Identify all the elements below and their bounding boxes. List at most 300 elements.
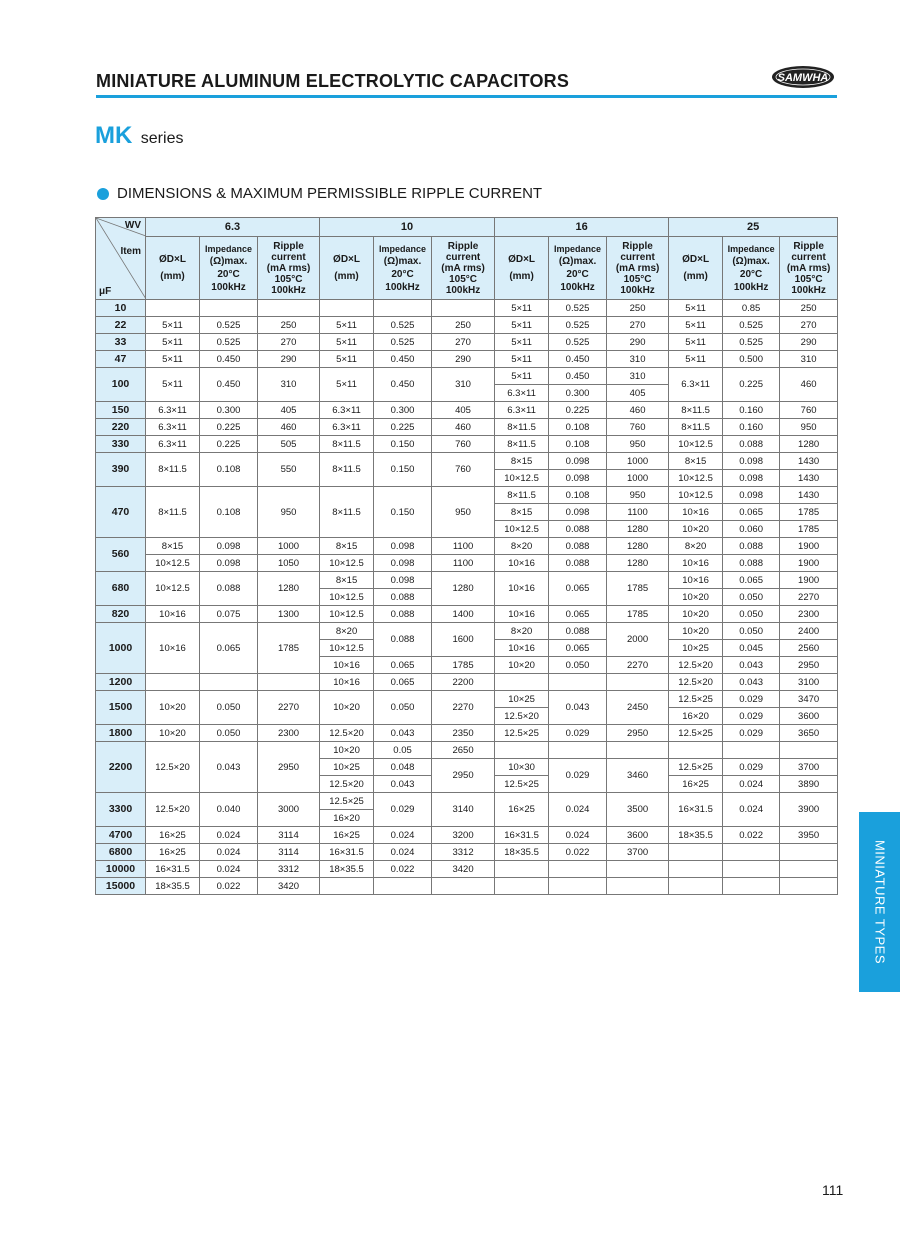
table-cell: 10×16 (320, 657, 374, 674)
table-cell: 0.098 (549, 453, 607, 470)
table-cell: 310 (607, 368, 669, 385)
dimension-header-unit: (mm) (683, 271, 708, 282)
table-cell: 8×11.5 (495, 487, 549, 504)
table-cell: 0.098 (200, 555, 258, 572)
table-cell: 12.5×20 (146, 793, 200, 827)
table-cell (780, 844, 838, 861)
table-cell: 0.075 (200, 606, 258, 623)
table-cell: 0.525 (549, 317, 607, 334)
table-cell: 1280 (432, 572, 495, 606)
table-row (96, 351, 838, 368)
ripple-header-line: 100kHz (791, 284, 826, 296)
table-cell: 16×20 (320, 810, 374, 827)
table-cell: 550 (258, 453, 320, 487)
table-cell: 10×12.5 (320, 589, 374, 606)
table-row (96, 368, 838, 385)
table-cell: 270 (607, 317, 669, 334)
table-cell: 1785 (607, 606, 669, 623)
table-cell (607, 861, 669, 878)
table-cell: 1300 (258, 606, 320, 623)
table-cell: 0.065 (374, 657, 432, 674)
table-cell (432, 878, 495, 895)
table-cell: 0.024 (549, 827, 607, 844)
table-cell: 3950 (780, 827, 838, 844)
table-cell: 10×16 (669, 504, 723, 521)
table-cell: 0.150 (374, 487, 432, 538)
table-cell: 8×11.5 (669, 419, 723, 436)
voltage-header-row (96, 218, 838, 237)
table-cell: 18×35.5 (320, 861, 374, 878)
table-cell: 6.3×11 (495, 402, 549, 419)
impedance-header-line: Impedance (554, 243, 602, 254)
table-cell: 0.065 (549, 572, 607, 606)
table-cell: 10×12.5 (495, 470, 549, 487)
table-cell (495, 878, 549, 895)
table-cell: 10×16 (146, 623, 200, 674)
table-cell (200, 300, 258, 317)
table-cell: 5×11 (495, 334, 549, 351)
table-cell: 0.043 (374, 725, 432, 742)
impedance-header-line: Impedance (204, 243, 253, 254)
table-cell: 10×20 (320, 742, 374, 759)
table-cell: 5×11 (495, 351, 549, 368)
table-cell: 3114 (258, 844, 320, 861)
capacitance-cell: 1500 (96, 691, 146, 725)
ripple-col-header (432, 237, 495, 300)
table-cell: 0.450 (200, 368, 258, 402)
ripple-header-line: (mA rms) (786, 262, 831, 274)
capacitance-cell: 150 (96, 402, 146, 419)
corner-item-label: Item (120, 246, 141, 257)
table-cell: 0.225 (200, 436, 258, 453)
table-cell: 0.024 (200, 844, 258, 861)
table-cell: 0.048 (374, 759, 432, 776)
table-cell: 5×11 (669, 351, 723, 368)
table-cell: 1000 (607, 453, 669, 470)
capacitance-cell: 47 (96, 351, 146, 368)
capacitance-cell: 22 (96, 317, 146, 334)
dimension-header-line: ØD×L (333, 254, 360, 265)
table-cell: 10×12.5 (320, 555, 374, 572)
impedance-header-line: 20°C (391, 268, 414, 280)
table-cell: 10×16 (320, 674, 374, 691)
table-cell: 8×11.5 (669, 402, 723, 419)
table-cell: 0.029 (549, 759, 607, 793)
capacitance-cell: 560 (96, 538, 146, 572)
table-cell: 8×20 (320, 623, 374, 640)
table-cell (258, 300, 320, 317)
table-cell: 0.022 (374, 861, 432, 878)
table-cell: 0.065 (723, 572, 780, 589)
capacitance-cell: 6800 (96, 844, 146, 861)
table-cell: 405 (258, 402, 320, 419)
table-cell: 12.5×25 (669, 691, 723, 708)
table-cell: 3470 (780, 691, 838, 708)
table-row (96, 419, 838, 436)
ripple-header-line: 100kHz (445, 284, 481, 296)
table-cell: 2560 (780, 640, 838, 657)
table-cell: 5×11 (146, 317, 200, 334)
table-cell: 10×16 (669, 572, 723, 589)
table-cell: 8×15 (320, 538, 374, 555)
table-cell: 5×11 (495, 300, 549, 317)
table-cell: 5×11 (320, 317, 374, 334)
table-cell: 10×20 (669, 606, 723, 623)
table-cell: 0.050 (200, 691, 258, 725)
table-cell: 505 (258, 436, 320, 453)
table-cell: 6.3×11 (495, 385, 549, 402)
table-cell: 1430 (780, 487, 838, 504)
table-cell: 12.5×20 (669, 657, 723, 674)
table-cell: 0.108 (200, 453, 258, 487)
table-cell: 10×12.5 (495, 521, 549, 538)
table-cell: 250 (432, 317, 495, 334)
ripple-header-line: 100kHz (620, 284, 655, 296)
table-cell: 950 (607, 436, 669, 453)
ripple-col-header (258, 237, 320, 300)
table-cell: 460 (258, 419, 320, 436)
table-cell: 16×25 (146, 844, 200, 861)
section-title: DIMENSIONS & MAXIMUM PERMISSIBLE RIPPLE CURRENT (117, 185, 543, 202)
table-cell: 0.088 (200, 572, 258, 606)
table-cell (549, 861, 607, 878)
table-cell: 460 (780, 368, 838, 402)
table-cell: 2000 (607, 623, 669, 657)
capacitance-cell: 1000 (96, 623, 146, 674)
ripple-header-line: 105°C (274, 273, 303, 285)
table-cell (723, 878, 780, 895)
table-cell: 460 (607, 402, 669, 419)
table-cell: 760 (432, 436, 495, 453)
ripple-header-line: current (620, 251, 655, 263)
impedance-header-line: 20°C (217, 268, 240, 280)
table-cell: 0.024 (200, 861, 258, 878)
table-cell: 0.525 (723, 334, 780, 351)
impedance-header-line: Impedance (379, 243, 427, 254)
table-cell: 950 (432, 487, 495, 538)
ripple-header-line: current (445, 251, 481, 263)
voltage-header: 10 (320, 218, 495, 237)
table-cell (669, 878, 723, 895)
section-heading (97, 185, 542, 202)
capacitance-cell: 820 (96, 606, 146, 623)
ripple-col-header (607, 237, 669, 300)
table-cell: 2450 (607, 691, 669, 725)
table-cell: 16×31.5 (146, 861, 200, 878)
table-cell: 0.450 (374, 368, 432, 402)
table-row (96, 334, 838, 351)
table-cell: 2650 (432, 742, 495, 759)
table-cell (549, 674, 607, 691)
table-cell: 0.098 (723, 470, 780, 487)
table-cell: 8×11.5 (320, 436, 374, 453)
impedance-header-line: (Ω)max. (383, 255, 422, 267)
table-cell: 0.088 (549, 521, 607, 538)
table-cell: 8×15 (669, 453, 723, 470)
table-cell: 10×30 (495, 759, 549, 776)
table-row (96, 725, 838, 742)
table-cell: 3420 (432, 861, 495, 878)
impedance-header-line: (Ω)max. (209, 255, 248, 267)
table-cell: 0.050 (200, 725, 258, 742)
table-cell: 0.024 (549, 793, 607, 827)
table-cell: 10×12.5 (320, 640, 374, 657)
table-cell: 12.5×20 (320, 725, 374, 742)
table-cell: 1785 (432, 657, 495, 674)
table-cell: 1280 (780, 436, 838, 453)
table-cell: 6.3×11 (320, 402, 374, 419)
table-cell (258, 674, 320, 691)
ripple-header-line: 105°C (449, 273, 477, 285)
table-cell: 0.065 (200, 623, 258, 674)
table-cell: 2950 (432, 759, 495, 793)
voltage-header: 25 (669, 218, 838, 237)
spec-table (95, 217, 838, 895)
impedance-header-line: (Ω)max. (732, 255, 770, 267)
table-cell: 6.3×11 (146, 419, 200, 436)
table-row (96, 487, 838, 504)
table-cell: 0.05 (374, 742, 432, 759)
table-cell: 0.160 (723, 419, 780, 436)
table-cell: 12.5×25 (320, 793, 374, 810)
ripple-header-line: 100kHz (271, 284, 306, 296)
table-cell: 0.088 (374, 589, 432, 606)
table-cell: 5×11 (146, 334, 200, 351)
series-heading (95, 122, 183, 150)
table-cell: 12.5×25 (495, 776, 549, 793)
table-cell: 290 (780, 334, 838, 351)
table-cell: 0.300 (549, 385, 607, 402)
table-cell: 1785 (780, 504, 838, 521)
ripple-header-line: Ripple (793, 240, 824, 252)
table-cell: 5×11 (320, 351, 374, 368)
table-cell: 0.050 (374, 691, 432, 725)
table-cell: 16×31.5 (495, 827, 549, 844)
table-row (96, 453, 838, 470)
table-row (96, 674, 838, 691)
table-cell: 10×16 (495, 640, 549, 657)
capacitance-cell: 680 (96, 572, 146, 606)
table-cell: 2300 (780, 606, 838, 623)
table-row (96, 827, 838, 844)
table-cell: 10×25 (320, 759, 374, 776)
table-cell: 0.225 (374, 419, 432, 436)
table-cell: 0.029 (723, 708, 780, 725)
voltage-header: 6.3 (146, 218, 320, 237)
page-number: 111 (822, 1182, 844, 1198)
table-cell: 10×16 (669, 555, 723, 572)
table-row (96, 691, 838, 708)
table-cell: 0.108 (549, 436, 607, 453)
table-cell: 3500 (607, 793, 669, 827)
table-cell (669, 742, 723, 759)
table-cell: 5×11 (669, 317, 723, 334)
table-cell: 3100 (780, 674, 838, 691)
ripple-col-header (780, 237, 838, 300)
table-cell: 0.029 (374, 793, 432, 827)
table-cell: 0.029 (723, 725, 780, 742)
table-cell (723, 861, 780, 878)
table-cell: 0.150 (374, 453, 432, 487)
bullet-icon (97, 188, 109, 200)
ripple-header-line: Ripple (273, 240, 304, 252)
table-cell: 0.098 (723, 487, 780, 504)
dimension-col-header (320, 237, 374, 300)
table-cell: 3200 (432, 827, 495, 844)
table-cell: 3600 (780, 708, 838, 725)
table-cell: 8×20 (495, 623, 549, 640)
table-cell: 16×25 (320, 827, 374, 844)
impedance-col-header (374, 237, 432, 300)
table-cell: 0.040 (200, 793, 258, 827)
table-cell: 0.029 (723, 759, 780, 776)
table-cell: 0.500 (723, 351, 780, 368)
table-cell: 10×12.5 (146, 572, 200, 606)
table-row (96, 572, 838, 589)
table-cell: 0.525 (374, 334, 432, 351)
ripple-header-line: (mA rms) (266, 262, 311, 274)
table-cell: 12.5×20 (495, 708, 549, 725)
table-cell: 2270 (258, 691, 320, 725)
table-cell: 1100 (607, 504, 669, 521)
impedance-header-line: 100kHz (385, 281, 420, 293)
table-cell: 3000 (258, 793, 320, 827)
table-cell: 18×35.5 (146, 878, 200, 895)
table-cell: 8×11.5 (146, 453, 200, 487)
table-cell: 950 (258, 487, 320, 538)
corner-uf-label: μF (99, 286, 112, 297)
table-row (96, 538, 838, 555)
table-cell: 0.088 (549, 623, 607, 640)
table-cell: 0.225 (200, 419, 258, 436)
impedance-header-line: Impedance (727, 243, 775, 254)
table-cell (374, 300, 432, 317)
table-cell: 10×16 (495, 572, 549, 606)
ripple-header-line: current (791, 251, 826, 263)
table-cell: 6.3×11 (146, 436, 200, 453)
table-cell: 0.450 (200, 351, 258, 368)
table-cell: 0.098 (374, 555, 432, 572)
table-cell: 0.088 (374, 623, 432, 657)
table-cell: 3312 (432, 844, 495, 861)
table-cell: 0.088 (723, 555, 780, 572)
table-cell: 0.225 (723, 368, 780, 402)
table-cell: 8×15 (146, 538, 200, 555)
table-cell (723, 844, 780, 861)
table-cell: 2200 (432, 674, 495, 691)
table-cell: 1280 (258, 572, 320, 606)
table-cell: 950 (780, 419, 838, 436)
table-cell: 5×11 (669, 300, 723, 317)
table-cell: 1000 (607, 470, 669, 487)
dimension-col-header (669, 237, 723, 300)
voltage-header: 16 (495, 218, 669, 237)
table-cell: 0.065 (374, 674, 432, 691)
table-cell: 6.3×11 (669, 368, 723, 402)
table-cell (146, 300, 200, 317)
table-cell: 10×25 (669, 640, 723, 657)
table-cell (495, 742, 549, 759)
impedance-col-header (200, 237, 258, 300)
table-cell: 5×11 (320, 334, 374, 351)
table-cell (607, 742, 669, 759)
impedance-header-line: 100kHz (733, 281, 769, 293)
table-cell: 1280 (607, 521, 669, 538)
table-cell (495, 861, 549, 878)
table-cell: 0.043 (200, 742, 258, 793)
table-cell: 0.050 (723, 589, 780, 606)
table-cell: 250 (607, 300, 669, 317)
table-cell: 1100 (432, 538, 495, 555)
table-cell: 0.022 (200, 878, 258, 895)
table-cell: 8×15 (320, 572, 374, 589)
table-cell: 0.098 (374, 572, 432, 589)
table-cell: 760 (780, 402, 838, 419)
table-cell: 1280 (607, 538, 669, 555)
table-cell: 0.088 (549, 538, 607, 555)
table-cell: 0.098 (549, 470, 607, 487)
table-cell: 0.108 (549, 487, 607, 504)
table-cell: 2270 (432, 691, 495, 725)
table-cell: 290 (432, 351, 495, 368)
impedance-header-line: 100kHz (211, 281, 246, 293)
ripple-header-line: Ripple (447, 240, 479, 252)
table-cell: 12.5×25 (495, 725, 549, 742)
table-cell: 250 (258, 317, 320, 334)
table-row (96, 317, 838, 334)
ripple-header-line: 105°C (794, 273, 823, 285)
table-cell: 405 (607, 385, 669, 402)
table-cell: 1400 (432, 606, 495, 623)
table-cell: 1280 (607, 555, 669, 572)
table-cell: 250 (780, 300, 838, 317)
table-cell: 3650 (780, 725, 838, 742)
corner-cell (96, 218, 146, 300)
capacitance-cell: 10000 (96, 861, 146, 878)
page-title: MINIATURE ALUMINUM ELECTROLYTIC CAPACITORS (96, 71, 570, 91)
table-row (96, 300, 838, 317)
capacitance-cell: 100 (96, 368, 146, 402)
table-cell: 0.024 (200, 827, 258, 844)
table-cell: 0.022 (723, 827, 780, 844)
table-cell: 0.024 (374, 844, 432, 861)
table-cell: 16×25 (146, 827, 200, 844)
capacitance-cell: 3300 (96, 793, 146, 827)
capacitance-cell: 2200 (96, 742, 146, 793)
table-cell: 0.022 (549, 844, 607, 861)
impedance-header-line: (Ω)max. (558, 255, 597, 267)
table-cell: 310 (607, 351, 669, 368)
table-cell: 0.525 (200, 334, 258, 351)
table-cell: 12.5×25 (669, 759, 723, 776)
table-cell: 10×16 (146, 606, 200, 623)
ripple-header-line: (mA rms) (615, 262, 660, 274)
table-cell: 0.300 (374, 402, 432, 419)
table-cell: 10×12.5 (669, 436, 723, 453)
table-cell: 0.098 (723, 453, 780, 470)
table-cell: 0.088 (549, 555, 607, 572)
table-cell: 0.088 (723, 436, 780, 453)
table-cell: 310 (432, 368, 495, 402)
side-tab-label: MINIATURE TYPES (872, 839, 887, 965)
table-cell: 2270 (780, 589, 838, 606)
table-cell: 3890 (780, 776, 838, 793)
table-cell: 1785 (780, 521, 838, 538)
table-cell: 8×20 (495, 538, 549, 555)
impedance-header-line: 20°C (566, 268, 589, 280)
table-cell: 1900 (780, 572, 838, 589)
table-row (96, 606, 838, 623)
